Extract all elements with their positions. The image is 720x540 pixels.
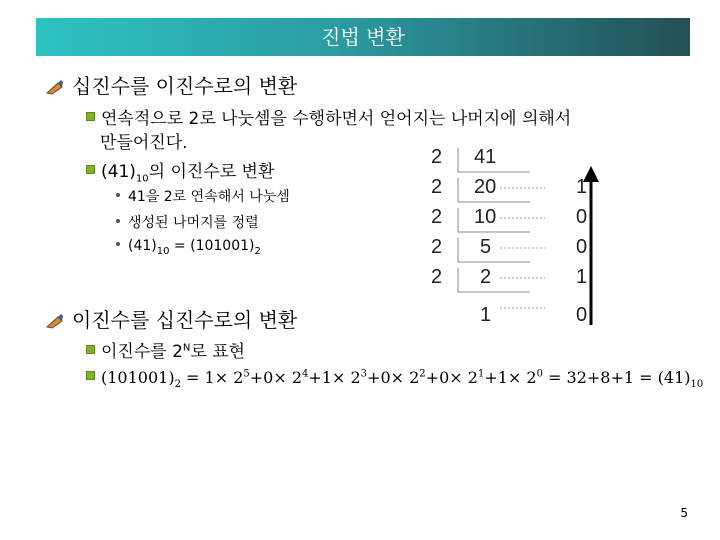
square-bullet-icon bbox=[86, 112, 95, 121]
item2-prefix: (41) bbox=[101, 162, 136, 182]
formula-term: +0× 2 bbox=[425, 368, 478, 387]
section1-item1 bbox=[86, 104, 571, 129]
eq-a: (41) bbox=[128, 238, 157, 254]
pen-bullet-icon bbox=[46, 313, 64, 329]
eq-a-sub: 10 bbox=[156, 245, 170, 257]
divisor: 2 bbox=[431, 266, 443, 288]
eq-b-sub: 2 bbox=[254, 245, 261, 257]
formula-term: +1× 2 bbox=[308, 368, 361, 387]
square-bullet-icon bbox=[86, 345, 95, 354]
formula-term: +0× 2 bbox=[249, 368, 303, 387]
formula-exp: 1 bbox=[477, 368, 485, 380]
section2-title: 이진수를 십진수로의 변환 bbox=[72, 308, 298, 332]
quotient: 1 bbox=[480, 304, 492, 326]
section2-heading bbox=[46, 304, 297, 333]
section1-item1-line1: 연속적으로 2로 나눗셈을 수행하면서 얻어지는 나머지에 의해서 bbox=[101, 109, 572, 129]
item1-prefix: 이진수를 2 bbox=[101, 342, 183, 362]
division-lines bbox=[420, 140, 620, 335]
formula-lhs-sub: 2 bbox=[174, 379, 181, 391]
formula-rhs-sub: 10 bbox=[690, 379, 704, 391]
divisor: 2 bbox=[431, 146, 443, 168]
eq-mid: = (101001) bbox=[169, 238, 255, 254]
item2-suffix: 의 이진수로 변환 bbox=[148, 162, 275, 182]
remainder: 0 bbox=[576, 236, 588, 258]
dot-bullet-icon bbox=[116, 193, 120, 197]
formula-exp: 0 bbox=[536, 368, 543, 380]
formula-exp: 5 bbox=[243, 368, 250, 380]
formula-lhs: (101001) bbox=[101, 368, 175, 387]
item1-sup: N bbox=[182, 342, 191, 354]
formula-term: +1× 2 bbox=[484, 368, 537, 387]
dot-bullet-icon bbox=[116, 219, 120, 223]
page-number: 5 bbox=[680, 506, 688, 520]
square-bullet-icon bbox=[86, 165, 95, 174]
section1-item2 bbox=[86, 157, 274, 184]
remainder: 0 bbox=[576, 304, 588, 326]
section1-heading bbox=[46, 70, 297, 99]
section2-formula bbox=[86, 368, 703, 390]
sub-item-1-text: 41을 2로 연속해서 나눗셈 bbox=[128, 189, 290, 205]
remainder: 0 bbox=[576, 206, 588, 228]
pen-bullet-icon bbox=[46, 79, 64, 95]
divisor: 2 bbox=[431, 206, 443, 228]
slide-title: 진법 변환 bbox=[321, 25, 405, 49]
quotient: 10 bbox=[474, 206, 497, 228]
square-bullet-icon bbox=[86, 371, 95, 380]
quotient: 20 bbox=[474, 176, 497, 198]
quotient: 2 bbox=[480, 266, 492, 288]
divisor: 2 bbox=[431, 236, 443, 258]
formula-term: +0× 2 bbox=[367, 368, 420, 387]
item2-sub: 10 bbox=[135, 173, 149, 185]
slide-header bbox=[36, 18, 690, 56]
formula-rhs: = 32+8+1 = (41) bbox=[542, 368, 691, 387]
sub-item-2-text: 생성된 나머지를 정렬 bbox=[128, 215, 259, 231]
divisor: 2 bbox=[431, 176, 443, 198]
section2-item1 bbox=[86, 337, 245, 362]
formula-exp: 3 bbox=[360, 368, 368, 380]
sub-item-3 bbox=[116, 238, 261, 257]
remainder: 1 bbox=[576, 266, 588, 288]
formula-exp: 2 bbox=[419, 368, 426, 380]
quotient: 41 bbox=[474, 146, 497, 168]
quotient: 5 bbox=[480, 236, 492, 258]
dot-bullet-icon bbox=[116, 242, 120, 246]
remainder: 1 bbox=[576, 176, 588, 198]
sub-item-2 bbox=[116, 212, 259, 232]
section1-title: 십진수를 이진수로의 변환 bbox=[72, 74, 298, 98]
formula-exp: 4 bbox=[302, 368, 309, 380]
section1-item1-line2: 만들어진다. bbox=[100, 133, 188, 153]
formula-term: = 1× 2 bbox=[180, 368, 244, 387]
sub-item-1 bbox=[116, 186, 290, 206]
item1-suffix: 로 표현 bbox=[190, 342, 246, 362]
section1-item1-cont bbox=[100, 128, 188, 153]
